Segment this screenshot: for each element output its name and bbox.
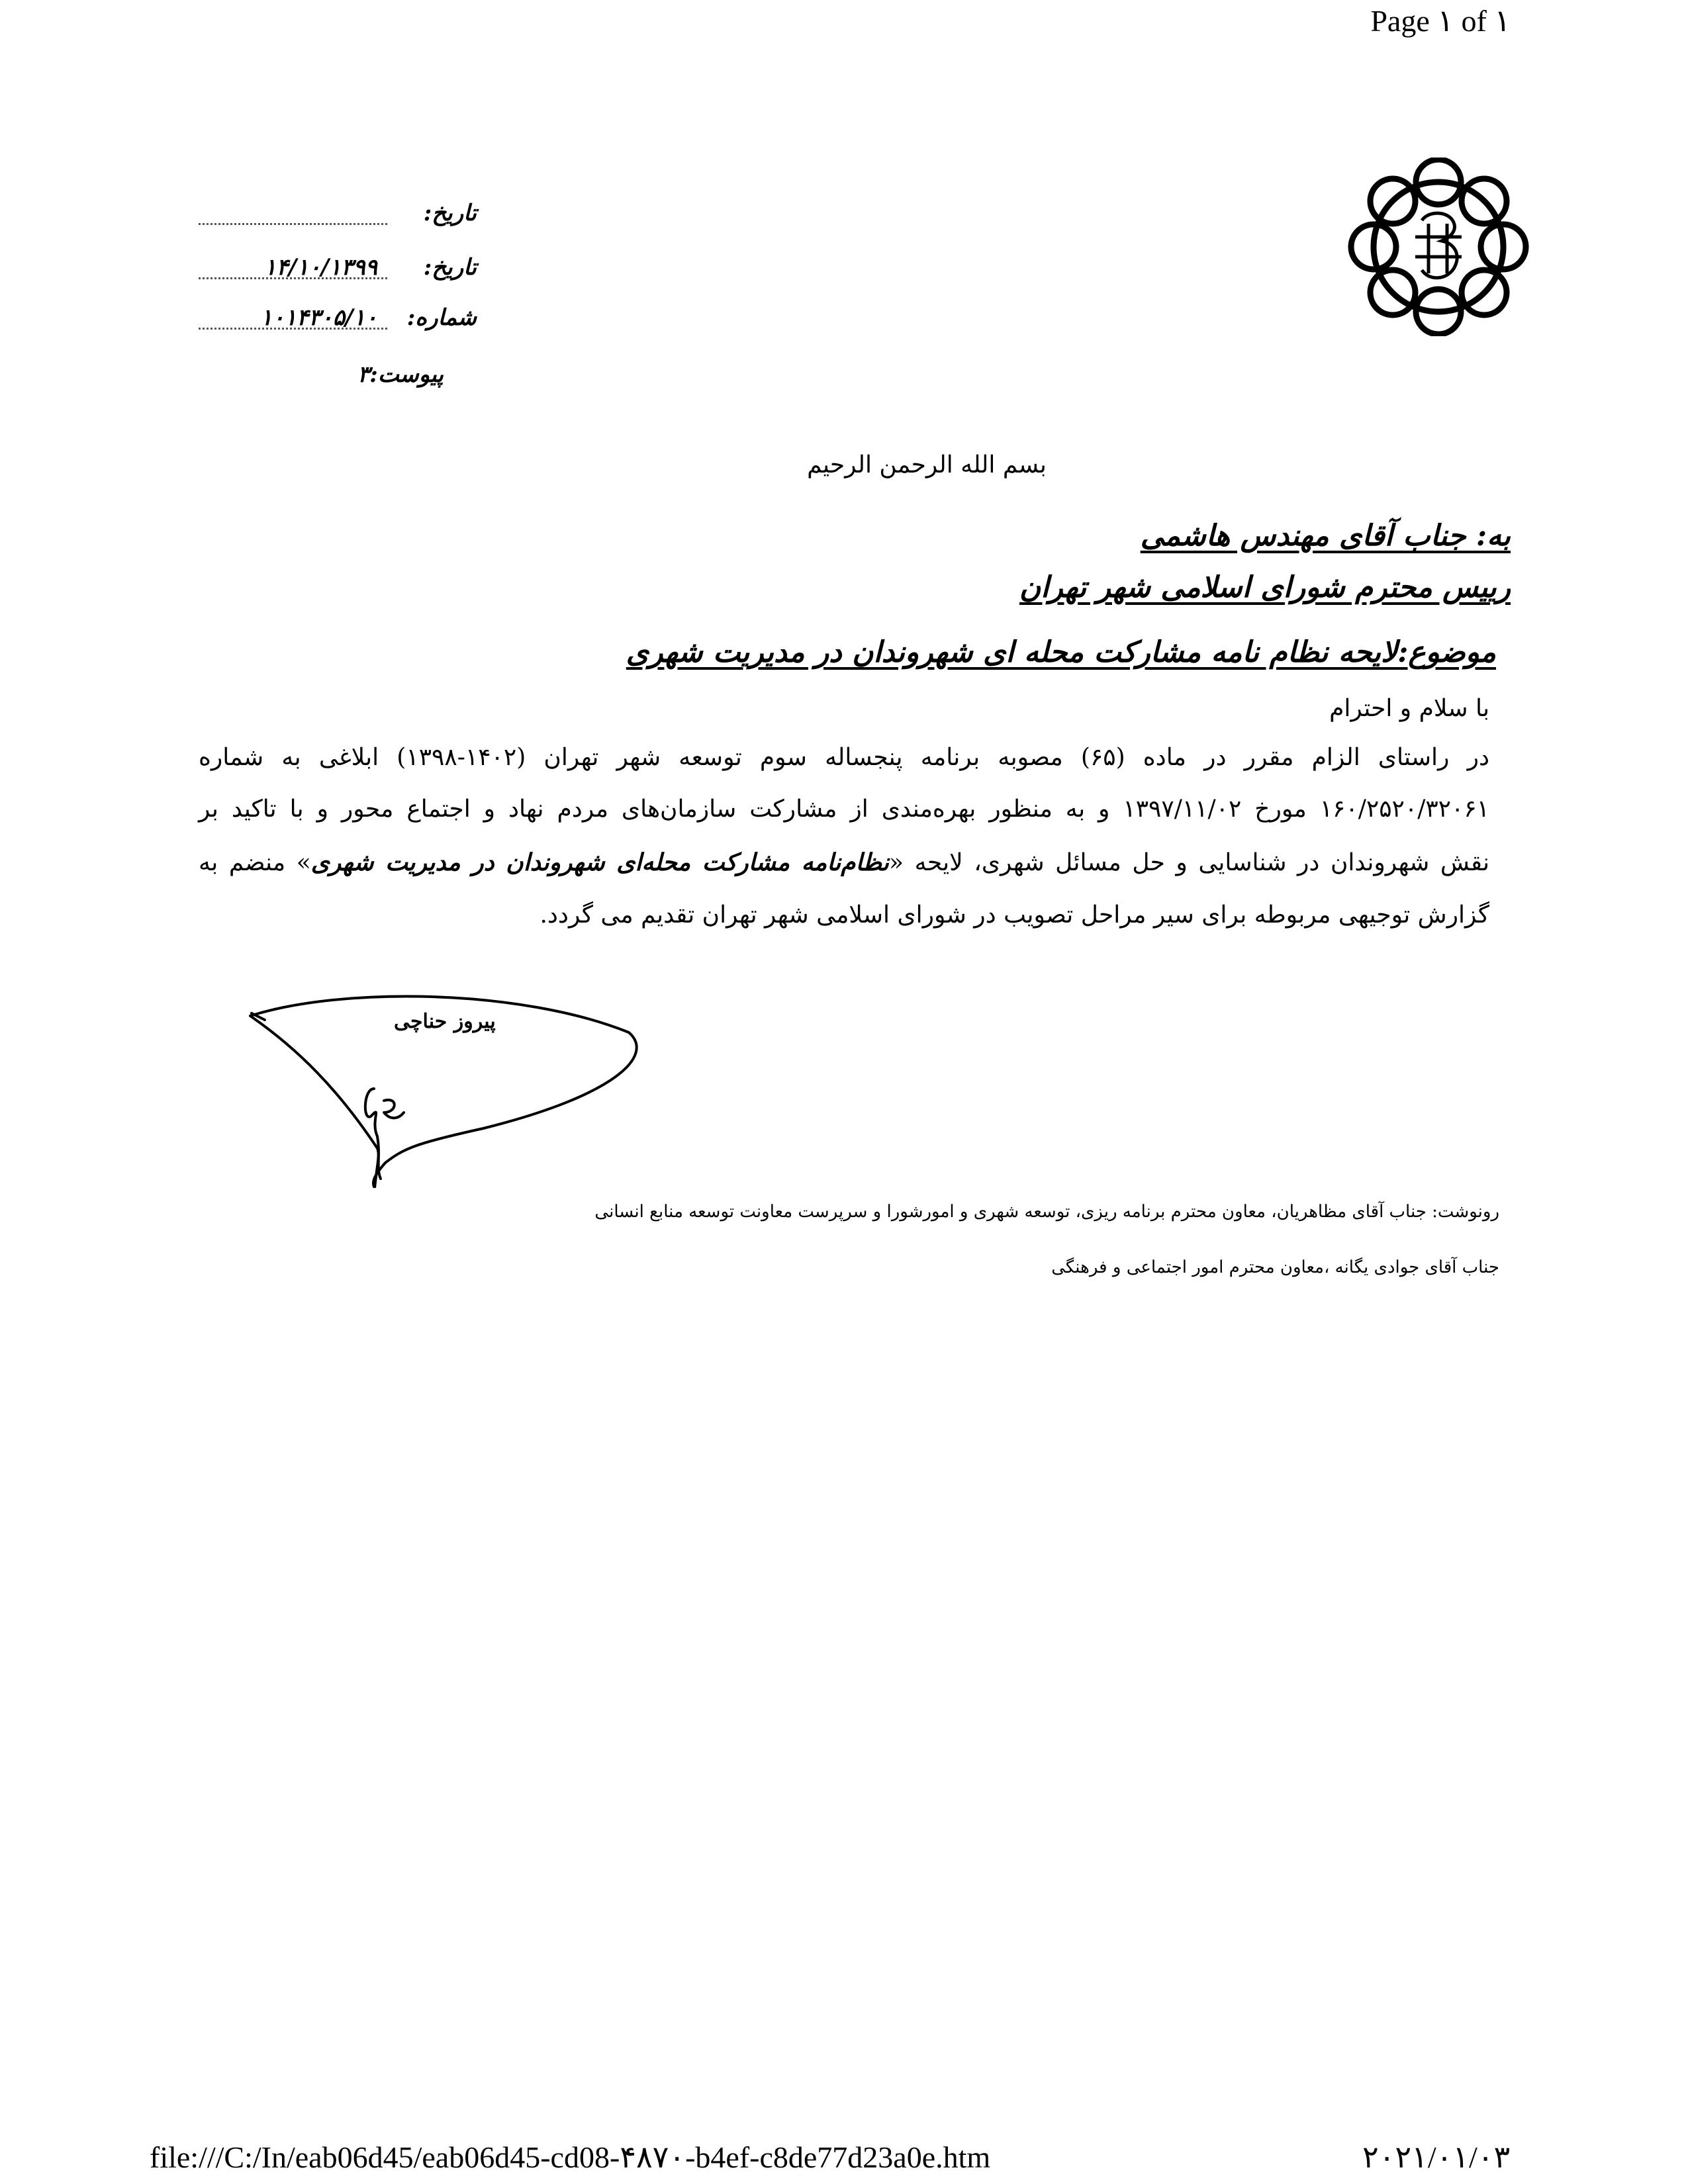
body-line-3-start: نقش شهروندان در شناسایی و حل مسائل شهری، لایحه « [889, 849, 1490, 876]
header-date-field [199, 254, 477, 289]
greeting: با سلام و احترام [1329, 695, 1489, 722]
header-date-field-blank [199, 200, 477, 234]
bill-title: نظام‌نامه مشارکت محله‌ای شهروندان در مدیریت شهری [310, 848, 890, 876]
bismillah: بسم الله الرحمن الرحیم [807, 451, 1047, 478]
body-line-3 [199, 848, 1489, 876]
cc-line-1: رونوشت: جناب آقای مظاهریان، معاون محترم برنامه ریزی، توسعه شهری و امورشورا و سرپرست معاونت توسعه منابع انسانی [594, 1202, 1499, 1222]
page-indicator: Page ١ of ١ [1370, 4, 1511, 38]
tehran-municipality-emblem-icon [1336, 158, 1541, 336]
recipient-line-1: به: جناب آقای مهندس هاشمی [1140, 519, 1511, 553]
body-line-4: گزارش توجیهی مربوطه برای سیر مراحل تصویب در شورای اسلامی شهر تهران تقدیم می گردد. [539, 901, 1489, 929]
signer-name: پیروز حناچی [394, 1010, 496, 1033]
recipient-line-2: رییس محترم شورای اسلامی شهر تهران [1019, 570, 1511, 604]
header-attachment: پیوست:۳ [357, 361, 444, 388]
cc-line-2: جناب آقای جوادی یگانه ،معاون محترم امور اجتماعی و فرهنگی [1051, 1257, 1499, 1277]
header-date-label: تاریخ: [423, 254, 477, 281]
header-number-value: ۱۰۱۴۳۰۵/۱۰ [260, 304, 377, 331]
header-number-field [199, 304, 477, 339]
header-date-label-blank: تاریخ: [423, 200, 477, 226]
body-line-3-end: » منضم به [199, 849, 311, 876]
subject-line: موضوع:لایحه نظام نامه مشارکت محله ای شهروندان در مدیریت شهری [626, 635, 1496, 669]
footer-print-date: ٢٠٢١/٠١/٠٣ [1362, 2140, 1511, 2174]
header-number-label: شماره: [406, 304, 477, 331]
body-line-1: در راستای الزام مقرر در ماده (۶۵) مصوبه برنامه پنجساله سوم توسعه شهر تهران (۱۴۰۲-۱۳۹۸) ابلاغی به شماره [199, 744, 1489, 771]
footer-file-path: file:///C:/In/eab06d45/eab06d45-cd08-۴۸۷۰-b4ef-c8de77d23a0e.htm [150, 2140, 991, 2174]
header-date-value: ۱۴/۱۰/۱۳۹۹ [264, 254, 377, 281]
body-line-2: ۱۶۰/۲۵۲۰/۳۲۰۶۱ مورخ ۱۳۹۷/۱۱/۰۲ و به منظور بهره‌مندی از مشارکت سازمان‌های مردم نهاد و اجتماع محور و با تاکید بر [199, 796, 1490, 823]
